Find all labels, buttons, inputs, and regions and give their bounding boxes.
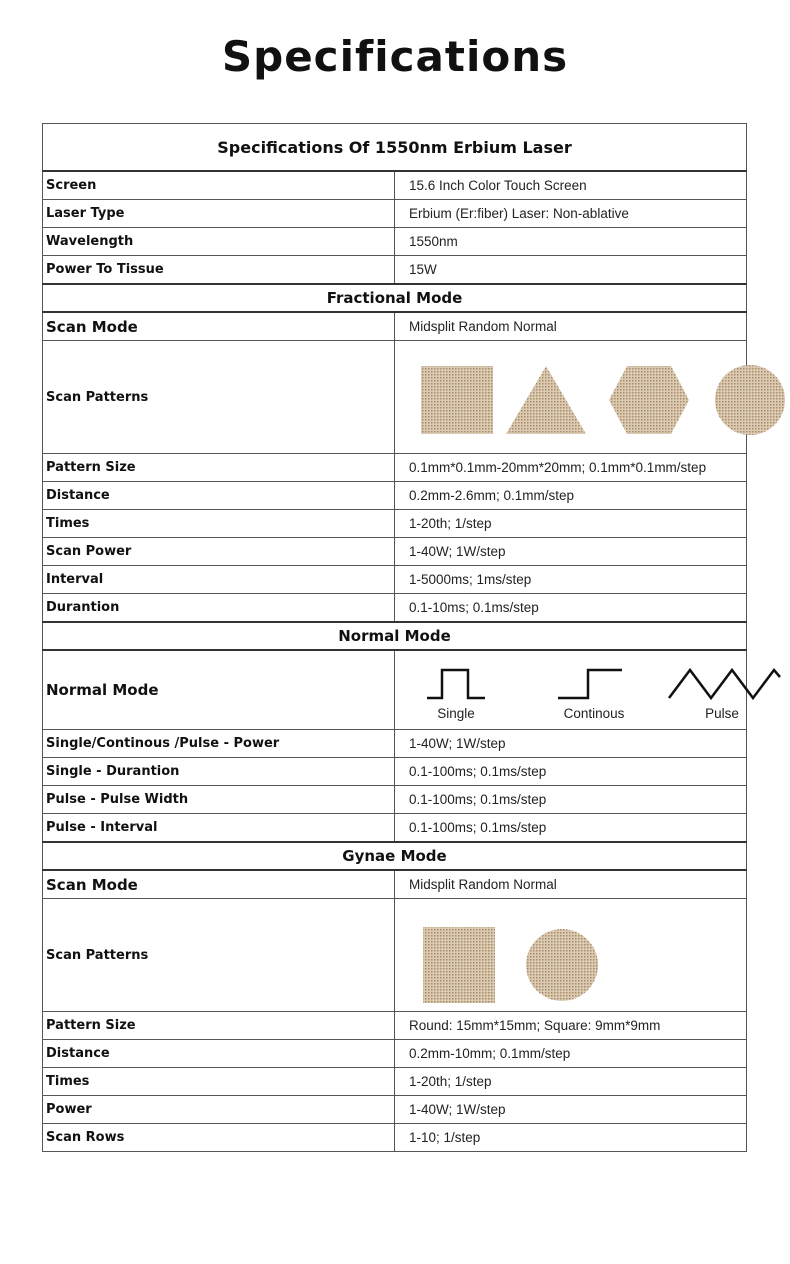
table-row [43, 510, 747, 538]
hexagon-pattern-icon [609, 366, 689, 434]
table-row [43, 1040, 747, 1068]
row-label: Power To Tissue [43, 256, 395, 285]
table-row [43, 482, 747, 510]
table-row [43, 650, 747, 730]
waveform-label: Pulse [705, 706, 739, 721]
table-row [43, 870, 747, 899]
table-row [43, 1096, 747, 1124]
row-label: Times [43, 510, 395, 538]
row-label: Single - Durantion [43, 758, 395, 786]
row-label: Scan Patterns [43, 899, 395, 1012]
row-label: Times [43, 1068, 395, 1096]
table-title: Specifications Of 1550nm Erbium Laser [43, 124, 747, 172]
row-label: Distance [43, 1040, 395, 1068]
section-fractional-heading: Fractional Mode [43, 284, 747, 312]
row-value: 1-40W; 1W/step [395, 538, 747, 566]
row-value: 1-20th; 1/step [395, 510, 747, 538]
row-value: 1550nm [395, 228, 747, 256]
triangle-pattern-icon [506, 366, 586, 434]
table-row [43, 341, 747, 454]
row-value: 0.2mm-2.6mm; 0.1mm/step [395, 482, 747, 510]
fractional-patterns [395, 341, 747, 454]
row-value: Midsplit Random Normal [395, 312, 747, 341]
row-value: 0.1-100ms; 0.1ms/step [395, 786, 747, 814]
table-row [43, 814, 747, 843]
row-value: 15W [395, 256, 747, 285]
table-row [43, 256, 747, 285]
spec-table [42, 123, 747, 1152]
row-label: Screen [43, 171, 395, 200]
pulse-wave-icon [669, 670, 780, 698]
row-value: 0.2mm-10mm; 0.1mm/step [395, 1040, 747, 1068]
row-label: Durantion [43, 594, 395, 623]
waveform-cell [395, 650, 747, 730]
table-row [43, 566, 747, 594]
row-label: Distance [43, 482, 395, 510]
row-label: Pulse - Interval [43, 814, 395, 843]
row-value: Round: 15mm*15mm; Square: 9mm*9mm [395, 1012, 747, 1040]
table-row [43, 538, 747, 566]
single-wave-icon [427, 670, 485, 698]
section-normal-heading: Normal Mode [43, 622, 747, 650]
row-label: Scan Power [43, 538, 395, 566]
row-value: 1-40W; 1W/step [395, 730, 747, 758]
row-label: Pattern Size [43, 454, 395, 482]
row-value: 1-20th; 1/step [395, 1068, 747, 1096]
section-gynae-heading: Gynae Mode [43, 842, 747, 870]
table-row [43, 786, 747, 814]
table-row [43, 1012, 747, 1040]
row-label: Scan Patterns [43, 341, 395, 454]
row-label: Normal Mode [43, 650, 395, 730]
page-title: Specifications [221, 32, 569, 81]
circle-pattern-icon [526, 929, 598, 1001]
gynae-patterns [395, 899, 747, 1012]
row-value: 0.1-10ms; 0.1ms/step [395, 594, 747, 623]
row-label: Wavelength [43, 228, 395, 256]
row-value: 1-10; 1/step [395, 1124, 747, 1152]
row-label: Scan Rows [43, 1124, 395, 1152]
row-value: 0.1-100ms; 0.1ms/step [395, 814, 747, 843]
table-row [43, 594, 747, 623]
table-row [43, 1068, 747, 1096]
table-row [43, 312, 747, 341]
row-label: Scan Mode [43, 870, 395, 899]
square-pattern-icon [423, 927, 495, 1003]
table-row [43, 171, 747, 200]
row-label: Scan Mode [43, 312, 395, 341]
row-value: 1-40W; 1W/step [395, 1096, 747, 1124]
table-row [43, 200, 747, 228]
table-row [43, 1124, 747, 1152]
circle-pattern-icon [715, 365, 785, 435]
row-value: 0.1-100ms; 0.1ms/step [395, 758, 747, 786]
table-row [43, 730, 747, 758]
row-label: Laser Type [43, 200, 395, 228]
table-row [43, 454, 747, 482]
row-label: Power [43, 1096, 395, 1124]
table-row [43, 228, 747, 256]
continous-wave-icon [558, 670, 622, 698]
square-pattern-icon [421, 366, 493, 434]
row-label: Interval [43, 566, 395, 594]
table-row [43, 758, 747, 786]
row-value: 0.1mm*0.1mm-20mm*20mm; 0.1mm*0.1mm/step [395, 454, 747, 482]
row-label: Pattern Size [43, 1012, 395, 1040]
table-row [43, 899, 747, 1012]
row-label: Single/Continous /Pulse - Power [43, 730, 395, 758]
row-value: Midsplit Random Normal [395, 870, 747, 899]
waveform-label: Continous [563, 706, 625, 721]
row-value: 15.6 Inch Color Touch Screen [395, 171, 747, 200]
waveform-label: Single [437, 706, 475, 721]
row-value: Erbium (Er:fiber) Laser: Non-ablative [395, 200, 747, 228]
row-value: 1-5000ms; 1ms/step [395, 566, 747, 594]
row-label: Pulse - Pulse Width [43, 786, 395, 814]
